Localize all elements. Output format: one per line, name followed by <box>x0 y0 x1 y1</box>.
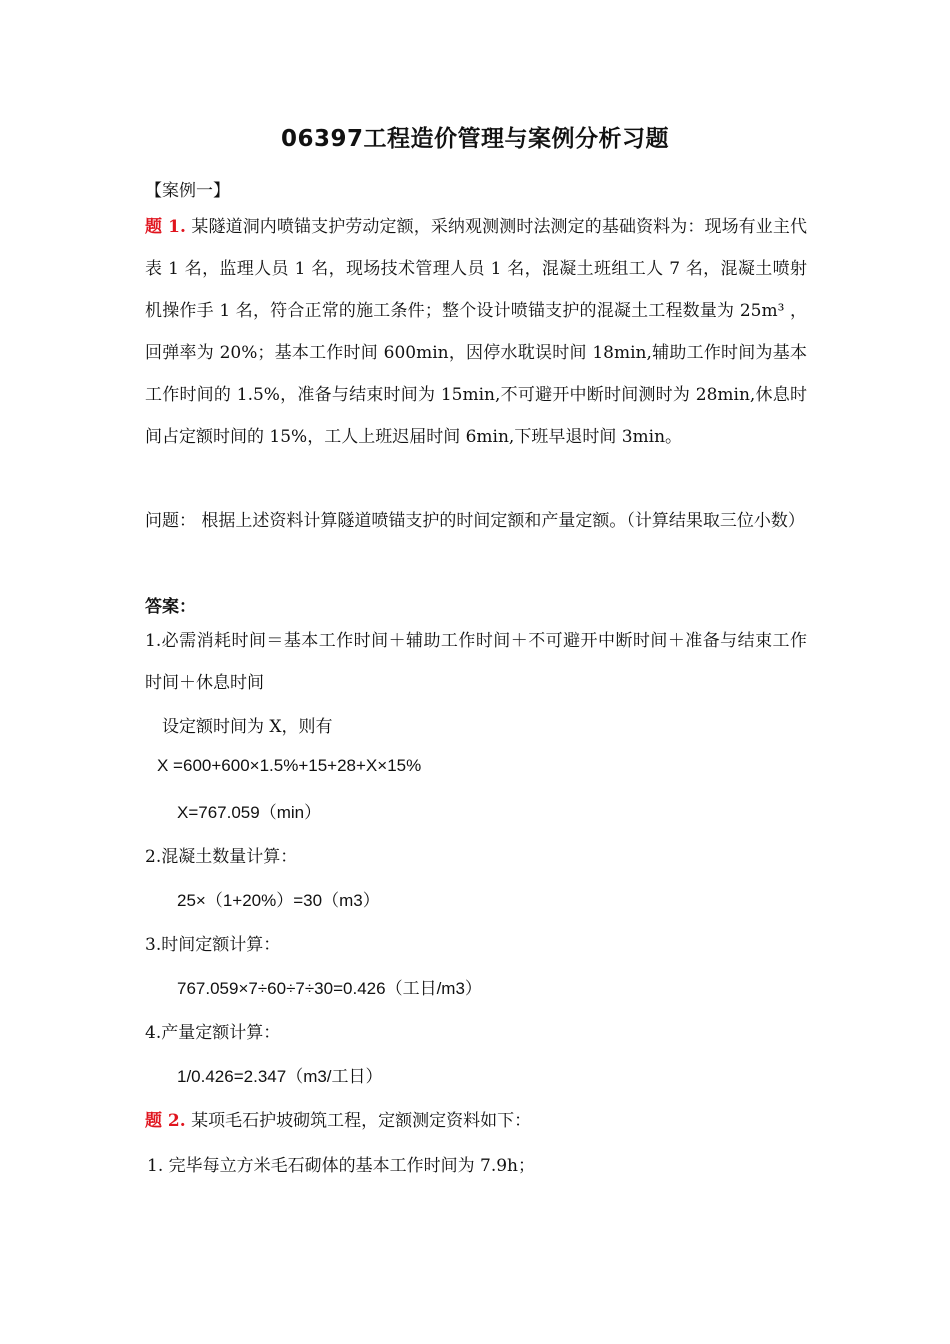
question-prompt: 问题： 根据上述资料计算隧道喷锚支护的时间定额和产量定额。（计算结果取三位小数） <box>145 511 805 531</box>
question-2-paragraph <box>145 1106 531 1131</box>
answer-step-4-result: 1/0.426=2.347（m3/工日） <box>177 1067 383 1086</box>
answer-step-3-heading: 3.时间定额计算： <box>145 935 281 955</box>
answer-step-1: 1.必需消耗时间＝基本工作时间＋辅助工作时间＋不可避开中断时间＋准备与结束工作时间＋休息时间 <box>145 631 807 693</box>
question-2-label: 题 2. <box>145 1111 186 1131</box>
answer-step-3-result: 767.059×7÷60÷7÷30=0.426（工日/m3） <box>177 979 482 998</box>
question-2-text: 某项毛石护坡砌筑工程，定额测定资料如下： <box>185 1111 532 1131</box>
answer-step-4-heading: 4.产量定额计算： <box>145 1023 281 1043</box>
question-1-label: 题 1. <box>145 217 186 237</box>
answer-step-1-assume: 设定额时间为 X，则有 <box>162 717 333 737</box>
page-title: 06397工程造价管理与案例分析习题 <box>280 126 670 152</box>
question-1-text: 某隧道洞内喷锚支护劳动定额，采纳观测测时法测定的基础资料为：现场有业主代表 1 名，监理人员 1 名，现场技术管理人员 1 名，混凝土班组工人 7 名，混凝土喷射机操作手 1 名，符合正常的施工条件；整个设计喷锚支护的混凝土工程数量为 25m³ ，回弹率为 20%；基本工作时间 600min，因停水耽误时间 18min,辅助工作时间为基本工作时间的 1.5%，准备与结束时间为 15min,不可避开中断时间测时为 28min,休息时间占定额时间的 15%，工人上班迟届时间 6min,下班早退时间 3min。 <box>145 217 807 447</box>
case-heading: 【案例一】 <box>145 181 230 201</box>
answer-step-1-result: X=767.059（min） <box>177 803 322 822</box>
answer-step-2-result: 25×（1+20%）=30（m3） <box>177 891 380 910</box>
question-1-paragraph <box>145 206 807 458</box>
answer-step-2-heading: 2.混凝土数量计算： <box>145 847 298 867</box>
answer-label: 答案： <box>145 597 196 617</box>
question-2-item-1: 1. 完毕每立方米毛石砌体的基本工作时间为 7.9h； <box>147 1156 536 1176</box>
answer-step-1-equation: X =600+600×1.5%+15+28+X×15% <box>157 756 422 775</box>
